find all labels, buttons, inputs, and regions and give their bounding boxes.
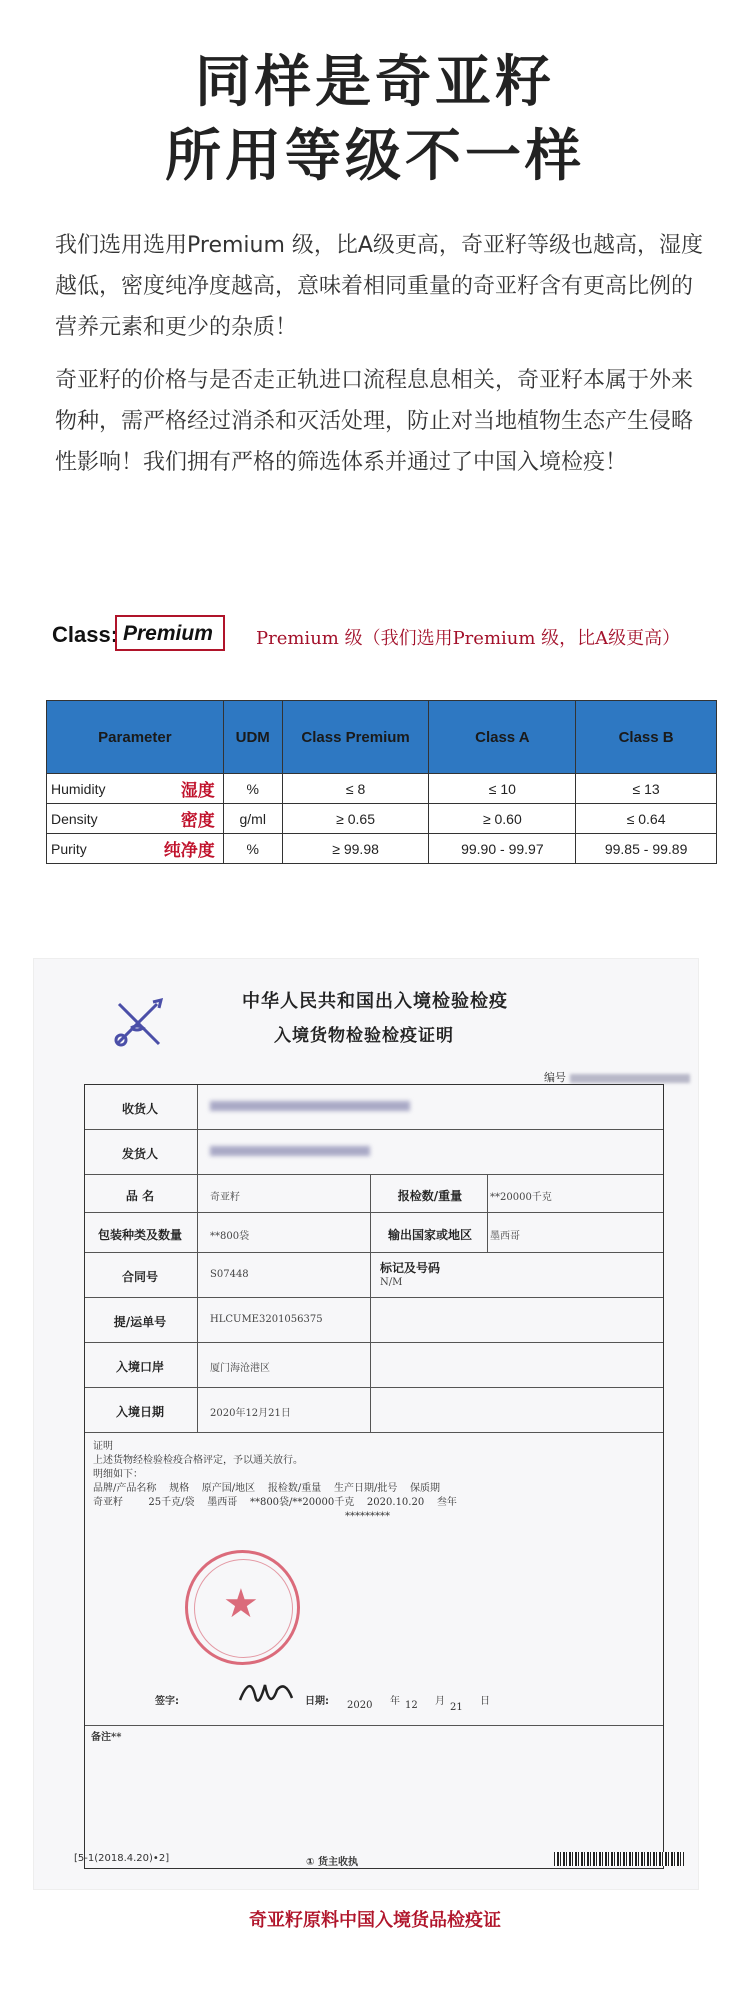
- header-parameter: Parameter: [47, 701, 224, 774]
- table-row: [47, 804, 717, 834]
- intro-paragraph-2: 奇亚籽的价格与是否走正轨进口流程息息相关，奇亚籽本属于外来物种，需严格经过消杀和灭活处理，防止对当地植物生态产生侵略性影响！我们拥有严格的筛选体系并通过了中国入境检疫！: [55, 368, 694, 475]
- label-port: 入境口岸: [115, 1360, 164, 1374]
- param-en: Density: [51, 810, 98, 827]
- class-a-cell: ≤ 10: [429, 774, 576, 804]
- row-bill: [85, 1298, 663, 1343]
- value-port: 厦门海沧港区: [210, 1363, 270, 1374]
- page-title-line1: 同样是奇亚籽: [195, 50, 555, 115]
- page-title-line2: 所用等级不一样: [165, 124, 585, 189]
- sign-date-day: 21: [450, 1702, 463, 1713]
- param-zh: 湿度: [180, 781, 215, 801]
- day-char: 日: [480, 1696, 490, 1707]
- certificate-subtitle: 入境货物检验检疫证明: [274, 1026, 454, 1046]
- param-cell: [47, 834, 224, 864]
- month-char: 月: [435, 1696, 445, 1707]
- class-note: Premium 级（我们选用Premium 级，比A级更高）: [256, 628, 681, 649]
- udm-cell: %: [223, 774, 282, 804]
- year-char: 年: [390, 1696, 400, 1707]
- certificate-title: 中华人民共和国出入境检验检疫: [242, 991, 508, 1012]
- inspection-emblem-icon: [109, 994, 167, 1052]
- class-b-cell: 99.85 - 99.89: [576, 834, 717, 864]
- label-bill: 提/运单号: [113, 1315, 167, 1329]
- label-entry-date: 入境日期: [115, 1405, 164, 1419]
- param-en: Humidity: [51, 780, 106, 797]
- value-consignor-redacted: [210, 1146, 370, 1159]
- label-declared-qty: 报检数/重量: [397, 1189, 463, 1203]
- blurred-number: [570, 1074, 690, 1083]
- proof-detail: 奇亚籽 25千克/袋 墨西哥 **800袋/**20000千克 2020.10.20 叁年: [93, 1497, 457, 1508]
- proof-header: 品牌/产品名称 规格 原产国/地区 报检数/重量 生产日期/批号 保质期: [93, 1483, 441, 1494]
- certificate-number: [544, 1069, 690, 1085]
- grid-divider: [487, 1175, 488, 1253]
- class-a-cell: ≥ 0.60: [429, 804, 576, 834]
- class-b-cell: ≤ 0.64: [576, 804, 717, 834]
- label-consignee: 收货人: [121, 1102, 158, 1116]
- label-contract: 合同号: [121, 1270, 158, 1284]
- value-entry-date: 2020年12月21日: [210, 1408, 291, 1419]
- remarks: 备注**: [91, 1732, 122, 1743]
- value-consignee-redacted: [210, 1101, 410, 1114]
- value-marks: N/M: [380, 1277, 403, 1288]
- param-cell: [47, 774, 224, 804]
- class-label: Class:: [52, 622, 119, 647]
- value-origin-country: 墨西哥: [490, 1231, 520, 1242]
- udm-cell: %: [223, 834, 282, 864]
- row-packaging: [85, 1213, 663, 1253]
- premium-cell: ≥ 0.65: [282, 804, 429, 834]
- row-consignor: [85, 1130, 663, 1175]
- proof-line1: 上述货物经检验检疫合格评定，予以通关放行。: [93, 1455, 303, 1466]
- value-bill: HLCUME3201056375: [210, 1314, 323, 1325]
- intro-paragraph-1: 我们选用选用Premium 级，比A级更高，奇亚籽等级也越高，湿度越低，密度纯净度越高，意味着相同重量的奇亚籽含有更高比例的营养元素和更少的杂质！: [55, 233, 703, 340]
- form-number: [5-1(2018.4.20)•2]: [74, 1853, 170, 1864]
- class-a-cell: 99.90 - 99.97: [429, 834, 576, 864]
- header-class-a: Class A: [429, 701, 576, 774]
- table-row: [47, 774, 717, 804]
- barcode-icon: [554, 1852, 684, 1866]
- premium-cell: ≤ 8: [282, 774, 429, 804]
- sign-label: 签字:: [155, 1696, 179, 1707]
- value-product: 奇亚籽: [210, 1192, 240, 1203]
- sign-date-month: 12: [405, 1700, 418, 1711]
- sign-date-year: 2020: [347, 1700, 373, 1711]
- proof-label: 证明: [93, 1441, 113, 1452]
- row-consignee: [85, 1085, 663, 1130]
- grid-divider: [197, 1085, 198, 1433]
- remarks-divider: [85, 1725, 663, 1726]
- param-en: Purity: [51, 840, 87, 857]
- signature-icon: [235, 1670, 295, 1715]
- row-port: [85, 1343, 663, 1388]
- row-entry-date: [85, 1388, 663, 1433]
- inspection-certificate: [33, 958, 699, 1890]
- class-value: Premium: [123, 622, 213, 645]
- premium-cell: ≥ 99.98: [282, 834, 429, 864]
- seal-star-icon: ★: [223, 1581, 259, 1627]
- certificate-number-label: 编号: [544, 1071, 566, 1084]
- class-b-cell: ≤ 13: [576, 774, 717, 804]
- label-packaging: 包装种类及数量: [97, 1228, 182, 1242]
- value-contract: S07448: [210, 1269, 249, 1280]
- udm-cell: g/ml: [223, 804, 282, 834]
- value-declared-qty: **20000千克: [490, 1192, 552, 1203]
- param-cell: [47, 804, 224, 834]
- param-zh: 纯净度: [163, 841, 215, 861]
- spec-table: [46, 700, 717, 864]
- date-label: 日期:: [305, 1696, 329, 1707]
- certificate-caption: 奇亚籽原料中国入境货品检疫证: [249, 1910, 501, 1931]
- copy-label: ① 货主收执: [306, 1857, 358, 1868]
- proof-line2: 明细如下：: [93, 1469, 143, 1480]
- label-marks: 标记及号码: [380, 1261, 441, 1275]
- header-class-premium: Class Premium: [282, 701, 429, 774]
- row-product: [85, 1175, 663, 1213]
- grid-divider: [370, 1175, 371, 1433]
- official-seal: [185, 1550, 300, 1665]
- label-consignor: 发货人: [121, 1147, 158, 1161]
- label-origin-country: 输出国家或地区: [387, 1228, 472, 1242]
- value-packaging: **800袋: [210, 1231, 250, 1242]
- label-product: 品 名: [125, 1189, 155, 1203]
- certificate-grid: [84, 1084, 664, 1869]
- header-class-b: Class B: [576, 701, 717, 774]
- table-row: [47, 834, 717, 864]
- proof-stars: *********: [345, 1511, 390, 1522]
- row-contract: [85, 1253, 663, 1298]
- param-zh: 密度: [180, 811, 215, 831]
- header-udm: UDM: [223, 701, 282, 774]
